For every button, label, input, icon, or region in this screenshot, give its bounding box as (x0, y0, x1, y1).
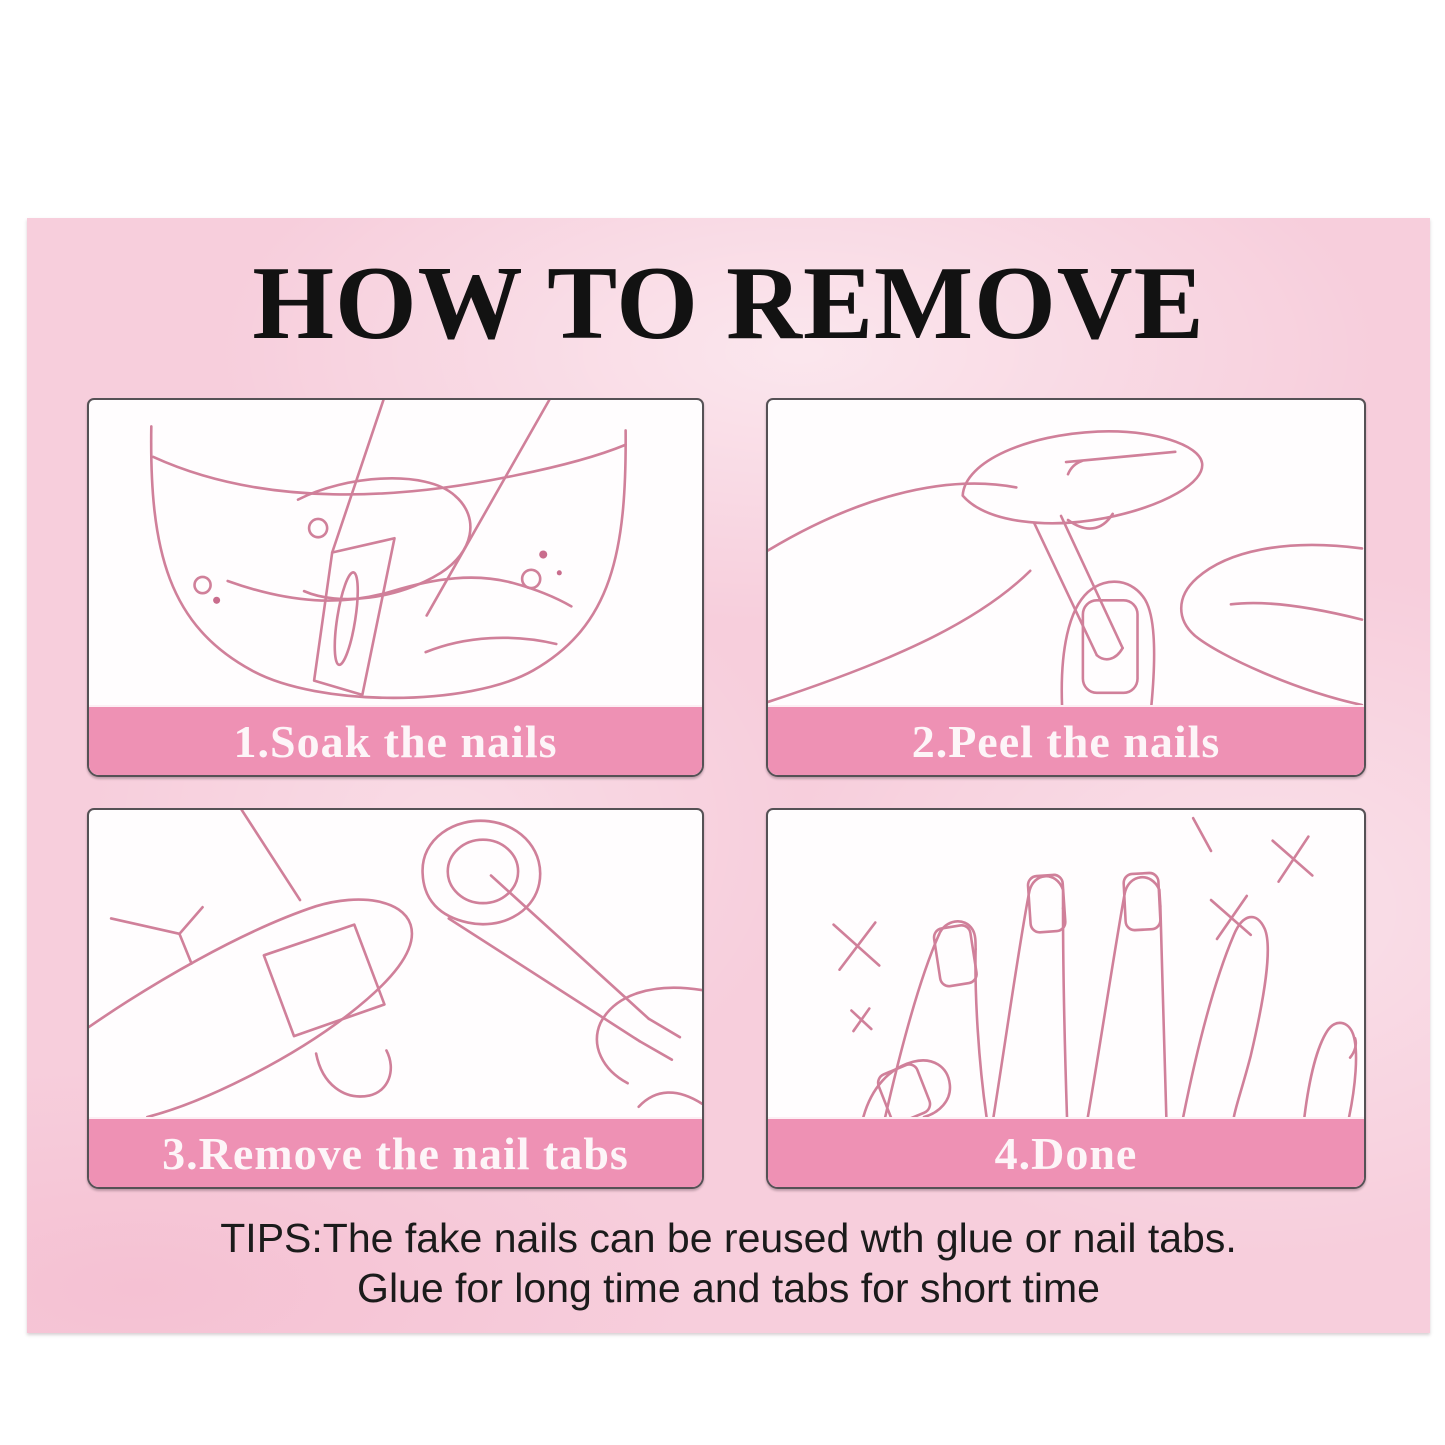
clean-hand-drawing (768, 810, 1364, 1117)
remove-tab-illustration (89, 810, 702, 1117)
step-caption-bar-4 (768, 1117, 1364, 1187)
page-title: HOW TO REMOVE (252, 244, 1205, 361)
sparkle-icon (834, 923, 880, 970)
step-panel-remove-tabs (87, 808, 704, 1189)
step-panel-soak (87, 398, 704, 777)
tips-line-2: Glue for long time and tabs for short time (357, 1265, 1100, 1311)
step-caption-2: 2.Peel the nails (911, 715, 1221, 767)
step-caption-bar-2 (768, 705, 1364, 775)
sparkle-icon (1273, 837, 1313, 882)
peel-nail-drawing (768, 400, 1364, 705)
remove-tab-drawing (89, 810, 702, 1117)
step-caption-bar-3 (89, 1117, 702, 1187)
soak-nails-illustration (89, 400, 702, 705)
bowl-soak-drawing (89, 400, 702, 705)
tips-line-1: TIPS:The fake nails can be reused wth glue or nail tabs. (220, 1215, 1237, 1261)
done-hand-illustration (768, 810, 1364, 1117)
step-caption-4: 4.Done (994, 1127, 1138, 1179)
step-caption-bar-1 (89, 705, 702, 775)
sparkle-icon (1211, 896, 1251, 939)
tips-text (27, 1213, 1430, 1313)
how-to-remove-card (27, 218, 1430, 1333)
step-panel-peel (766, 398, 1366, 777)
step-caption-1: 1.Soak the nails (233, 715, 558, 767)
sparkle-icon (1193, 818, 1211, 851)
step-panel-done (766, 808, 1366, 1189)
sparkle-icon (851, 1009, 871, 1032)
peel-nails-illustration (768, 400, 1364, 705)
step-caption-3: 3.Remove the nail tabs (162, 1127, 629, 1179)
